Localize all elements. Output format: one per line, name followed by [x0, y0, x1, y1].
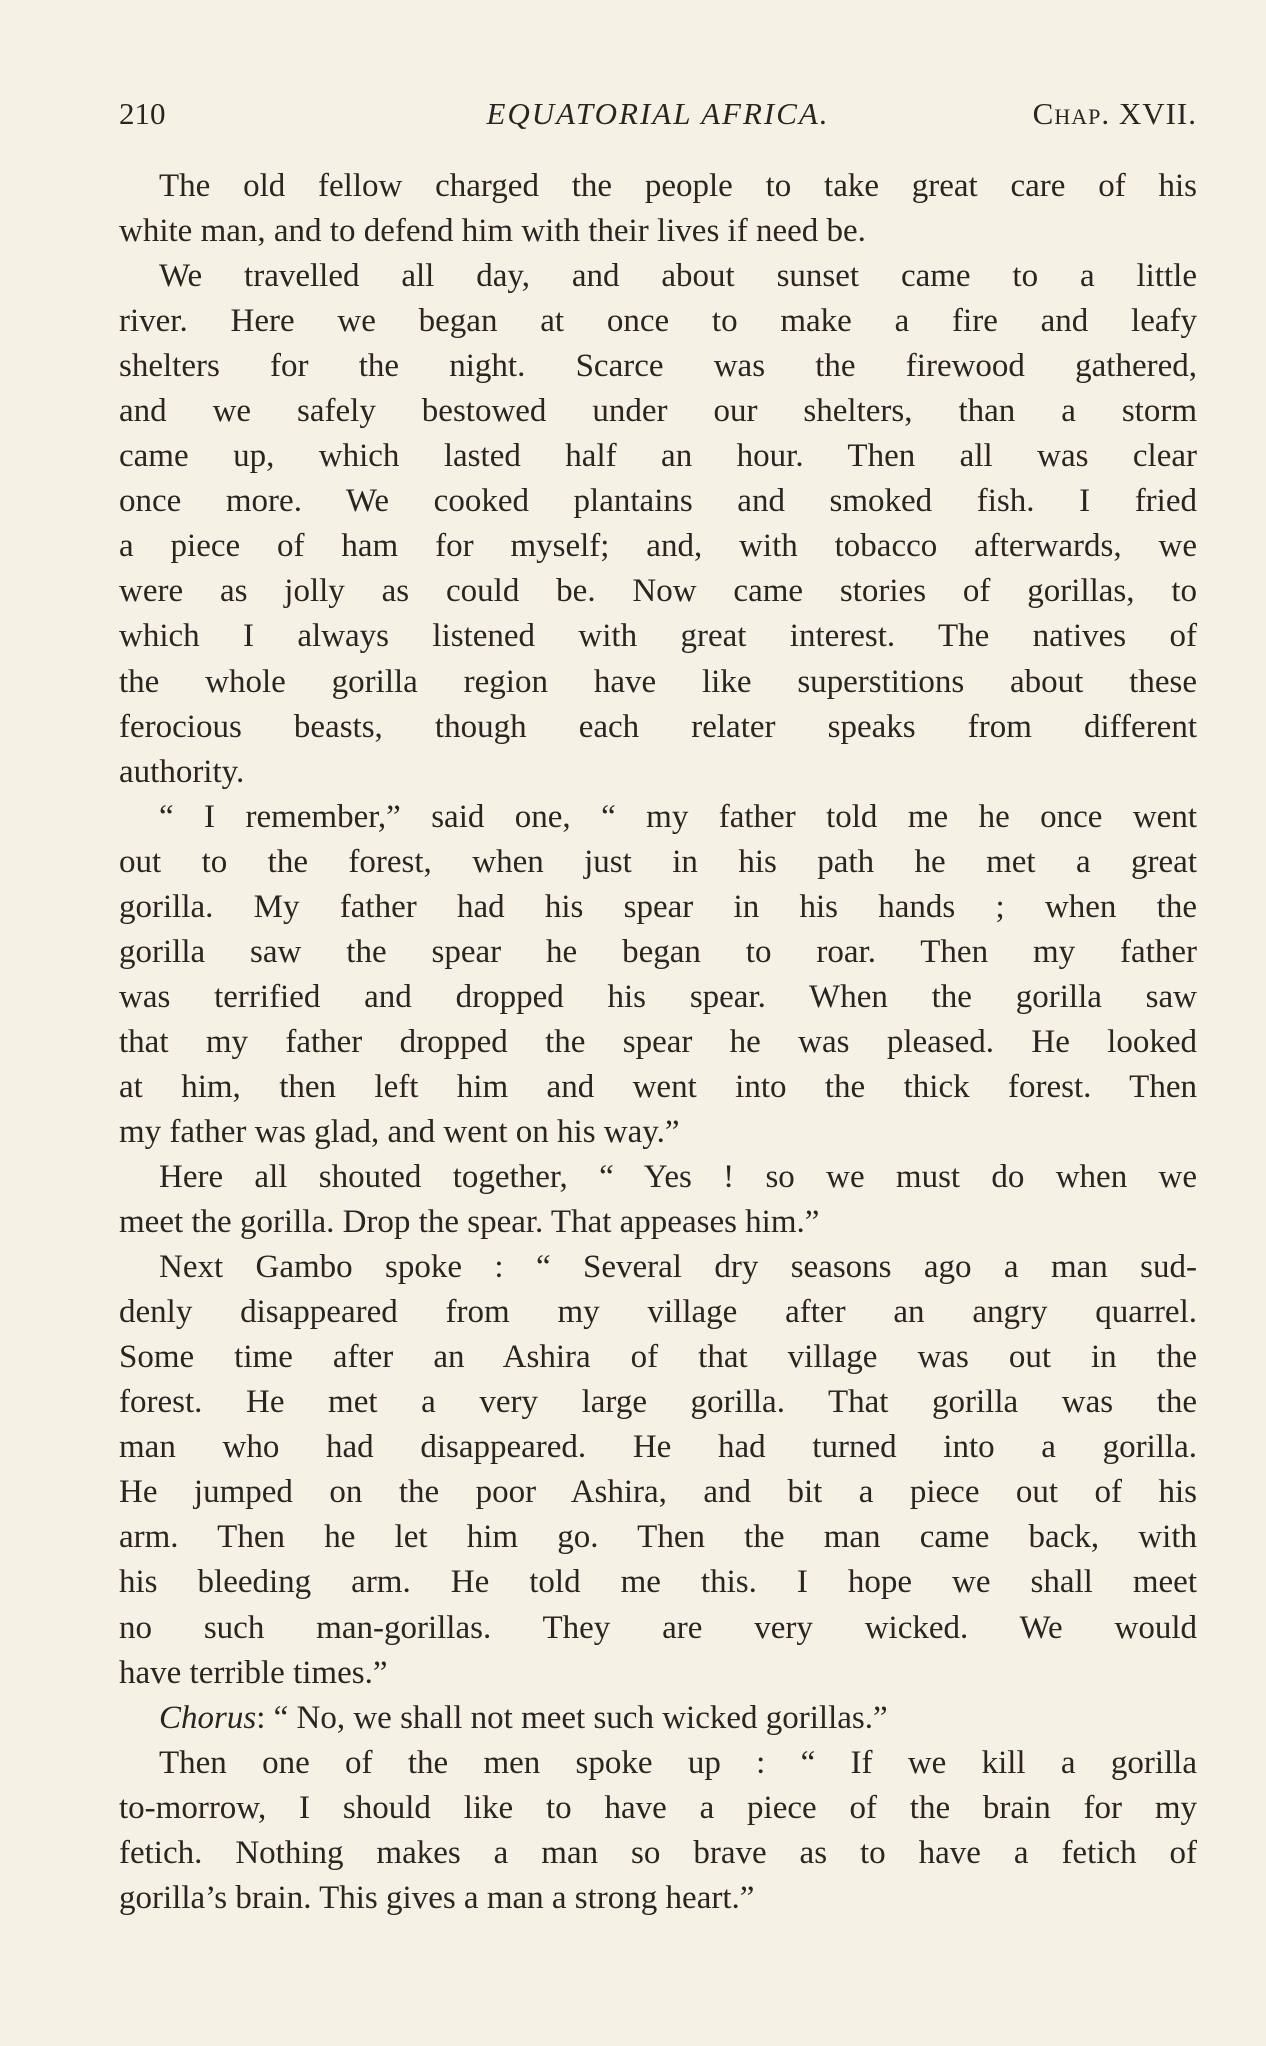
- text-line: have terrible times.”: [119, 1654, 388, 1691]
- running-header: [119, 96, 1197, 140]
- text-line: The old fellow charged the people to take great care of his: [159, 168, 1197, 204]
- text-line: was terrified and dropped his spear. When the gorilla saw: [119, 978, 1197, 1015]
- text-line: a piece of ham for myself; and, with tobacco afterwards, we: [119, 528, 1197, 565]
- text-line: shelters for the night. Scarce was the firewood gathered,: [119, 348, 1197, 385]
- paragraph: [119, 164, 1197, 254]
- text-line: that my father dropped the spear he was pleased. He looked: [119, 1023, 1197, 1060]
- text-line: authority.: [119, 753, 245, 790]
- text-line: Then one of the men spoke up : “ If we kill a gorilla: [159, 1744, 1197, 1781]
- text-line: [119, 1696, 1197, 1741]
- text-line: Next Gambo spoke : “ Several dry seasons ago a man sud-: [159, 1249, 1197, 1286]
- text-line: ferocious beasts, though each relater speaks from different: [119, 708, 1197, 745]
- speaker-line: : “ No, we shall not meet such wicked gorillas.”: [256, 1699, 888, 1736]
- text-line: arm. Then he let him go. Then the man came back, with: [119, 1519, 1197, 1556]
- page-number: 210: [119, 96, 166, 131]
- text-line: white man, and to defend him with their lives if need be.: [119, 213, 866, 250]
- text-line: Some time after an Ashira of that village was out in the: [119, 1339, 1197, 1376]
- text-line: were as jolly as could be. Now came stories of gorillas, to: [119, 573, 1197, 610]
- text-line: man who had disappeared. He had turned into a gorilla.: [119, 1429, 1197, 1466]
- text-line: came up, which lasted half an hour. Then all was clear: [119, 438, 1197, 475]
- chapter-label: Chap. XVII.: [1032, 96, 1197, 131]
- text-line: and we safely bestowed under our shelters, than a storm: [119, 393, 1197, 430]
- text-line: river. Here we began at once to make a fire and leafy: [119, 303, 1197, 340]
- speaker-label: Chorus: [159, 1699, 257, 1736]
- text-line: his bleeding arm. He told me this. I hope we shall meet: [119, 1564, 1197, 1601]
- text-line: at him, then left him and went into the thick forest. Then: [119, 1068, 1197, 1105]
- text-line: which I always listened with great interest. The natives of: [119, 618, 1197, 655]
- text-line: He jumped on the poor Ashira, and bit a piece out of his: [119, 1474, 1197, 1511]
- text-line: We travelled all day, and about sunset came to a little: [159, 258, 1197, 295]
- paragraph: [119, 1741, 1197, 1921]
- text-line: denly disappeared from my village after an angry quarrel.: [119, 1294, 1197, 1331]
- text-line: no such man-gorillas. They are very wicked. We would: [119, 1609, 1197, 1646]
- text-line: my father was glad, and went on his way.”: [119, 1113, 680, 1150]
- paragraph: [119, 1245, 1197, 1695]
- text-line: forest. He met a very large gorilla. That gorilla was the: [119, 1384, 1197, 1421]
- text-line: meet the gorilla. Drop the spear. That appeases him.”: [119, 1204, 820, 1241]
- text-line: “ I remember,” said one, “ my father told me he once went: [159, 798, 1197, 835]
- body-text: [119, 164, 1197, 1921]
- paragraph: [119, 254, 1197, 795]
- text-line: the whole gorilla region have like superstitions about these: [119, 663, 1197, 700]
- text-line: out to the forest, when just in his path he met a great: [119, 843, 1197, 880]
- text-line: Here all shouted together, “ Yes ! so we must do when we: [159, 1159, 1197, 1196]
- text-line: gorilla. My father had his spear in his hands ; when the: [119, 888, 1197, 925]
- text-line: gorilla’s brain. This gives a man a strong heart.”: [119, 1879, 755, 1916]
- paragraph: [119, 1696, 1197, 1741]
- paragraph: [119, 795, 1197, 1155]
- text-line: to-morrow, I should like to have a piece of the brain for my: [119, 1789, 1197, 1826]
- text-line: fetich. Nothing makes a man so brave as to have a fetich of: [119, 1834, 1197, 1871]
- text-line: gorilla saw the spear he began to roar. Then my father: [119, 933, 1197, 970]
- running-title: EQUATORIAL AFRICA.: [486, 96, 830, 131]
- text-line: once more. We cooked plantains and smoked fish. I fried: [119, 483, 1197, 520]
- paragraph: [119, 1155, 1197, 1245]
